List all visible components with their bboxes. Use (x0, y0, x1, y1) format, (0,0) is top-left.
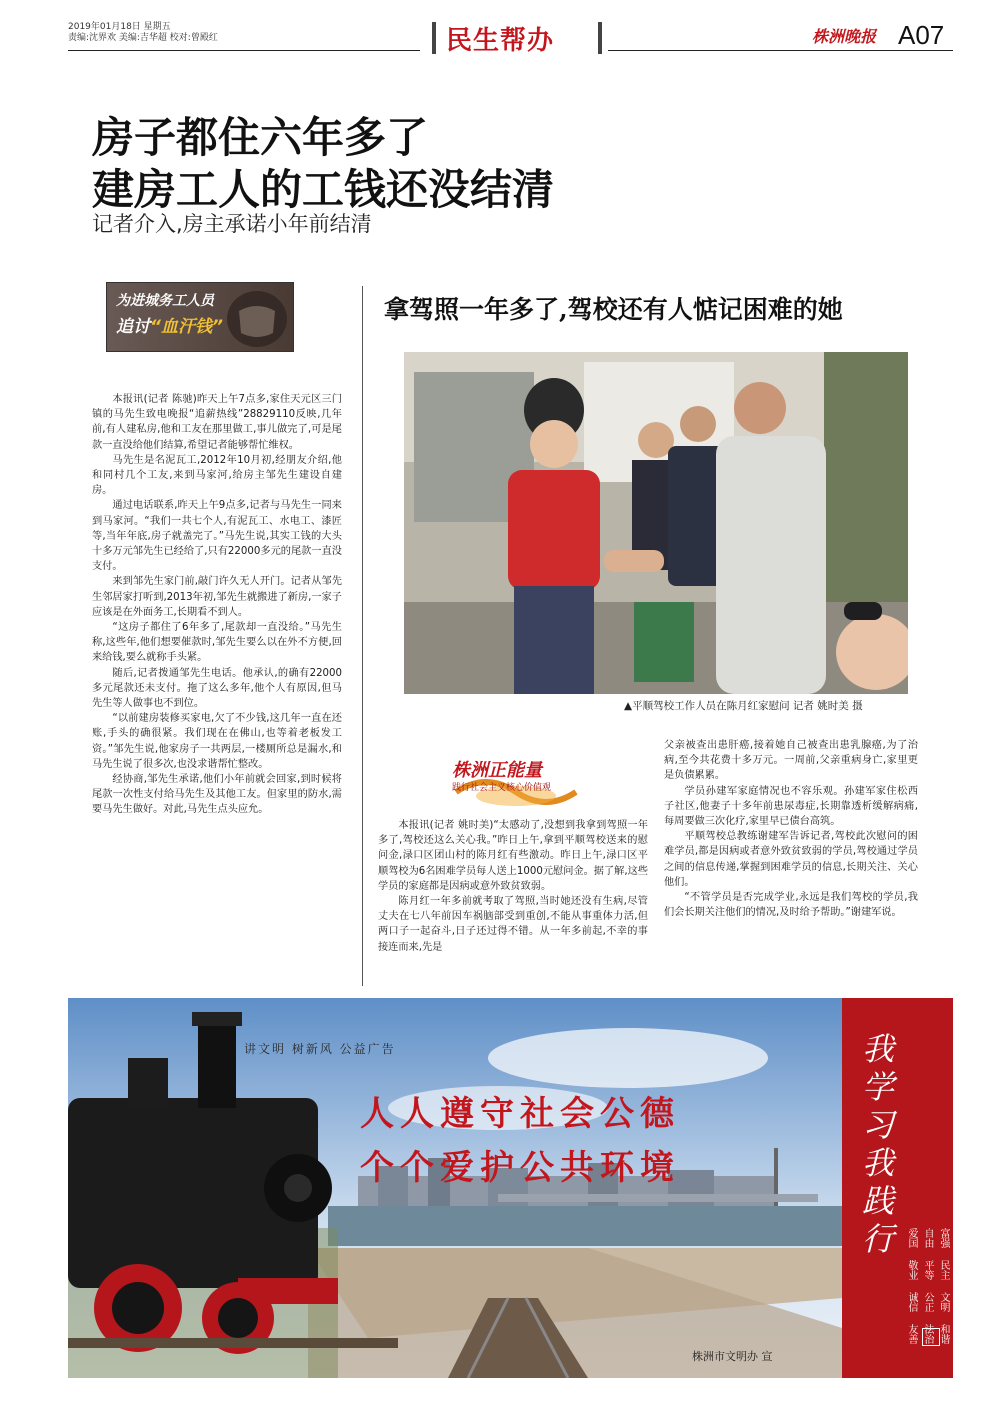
header-bar-right (598, 22, 602, 54)
main-headline-line2: 建房工人的工钱还没结清 (92, 165, 555, 214)
column-badge-wage-line1: 为进城务工人员 (116, 293, 214, 309)
column-badge-positive-energy-line2: 践行社会主义核心价值观 (452, 783, 552, 793)
core-value: 公正 (922, 1292, 933, 1312)
core-value: 法治 (922, 1324, 933, 1344)
photo-caption: ▲平顺驾校工作人员在陈月红家慰问 记者 姚时美 摄 (624, 700, 863, 712)
core-value: 敬业 (906, 1260, 917, 1280)
core-value: 富强 (938, 1228, 949, 1248)
news-photo (404, 352, 908, 694)
header-staff: 责编:沈界欢 美编:吉华超 校对:曾殿红 (68, 33, 218, 43)
core-value: 自由 (922, 1228, 933, 1248)
header-date-staff (68, 22, 218, 44)
paragraph: “不管学员是否完成学业,永远是我们驾校的学员,我们会长期关注他们的情况,及时给予帮助。”谢建军说。 (664, 892, 918, 919)
core-value: 爱国 (906, 1228, 917, 1248)
second-headline: 拿驾照一年多了,驾校还有人惦记困难的她 (384, 295, 843, 324)
header-bar-left (432, 22, 436, 54)
core-value: 友善 (906, 1324, 917, 1344)
header-rule-left (68, 50, 420, 51)
paragraph: 陈月红一年多前就考取了驾照,当时她还没有生病,尽管丈夫在七八年前因车祸脑部受到重创,不能从事重体力活,但两口子一起奋斗,日子还过得不错。从一年多前起,不幸的事接连而来,先是 (378, 896, 648, 953)
core-value: 和谐 (938, 1324, 949, 1344)
core-values-list (846, 1228, 950, 1368)
header-date: 2019年01月18日 星期五 (68, 22, 171, 32)
page-number: A07 (898, 20, 945, 50)
column-badge-wage-line2 (116, 312, 223, 337)
paragraph: 父亲被查出患肝癌,接着她自己被查出患乳腺癌,为了治病,至今共花费十多万元。一周前,父亲重病身亡,家里更是负债累累。 (664, 740, 918, 782)
main-subheadline: 记者介入,房主承诺小年前结清 (92, 212, 372, 236)
core-value: 诚信 (906, 1292, 917, 1312)
seal-icon (922, 1328, 940, 1346)
paragraph: 经协商,邹先生承诺,他们小年前就会回家,到时候将尾款一次性支付给马先生及其他工友。但家里的防水,需要马先生做好。对此,马先生点头应允。 (92, 774, 342, 816)
paragraph: “这房子都住了6年多了,尾款却一直没给。”马先生称,这些年,他们想要催款时,邹先生要么以在外不方便,回来给钱,要么就称手头紧。 (92, 622, 342, 664)
paragraph: 马先生是名泥瓦工,2012年10月初,经朋友介绍,他和同村几个工友,来到马家河,给房主邹先生建设自建房。 (92, 454, 342, 497)
second-story-body-col1 (378, 818, 648, 986)
badge-prefix: 追讨 (116, 317, 150, 337)
paragraph: 平顺驾校总教练谢建军告诉记者,驾校此次慰问的困难学员,都是因病或者意外致贫致弱的学员,驾校通过学员之间的信息传递,掌握到困难学员的信息,长期关注、关心他们。 (664, 831, 918, 888)
photo-illustration (404, 352, 908, 694)
paragraph: 学员孙建军家庭情况也不容乐观。孙建军家住松西子社区,他妻子十多年前患尿毒症,长期靠透析缓解病痛,每周要做三次化疗,家里早已债台高筑。 (664, 785, 918, 828)
ad-slogan-line1: 人人遵守社会公德 (360, 1094, 680, 1134)
paragraph: “以前建房装修买家电,欠了不少钱,这几年一直在还账,手头的确很紧。我们现在在佛山,也等着老板发工资。”邹先生说,他家房子一共两层,一楼厕所总是漏水,和马先生说了很多次,也没求谐帮忙整改。 (92, 713, 342, 770)
paragraph: 随后,记者拨通邹先生电话。他承认,的确有22000多元尾款还未支付。拖了这么多年,他个人有原因,但马先生等人做事也不到位。 (92, 667, 342, 710)
column-divider (362, 286, 363, 986)
column-badge-positive-energy-line1: 株洲正能量 (452, 760, 542, 781)
core-value: 文明 (938, 1292, 949, 1312)
badge-highlight: “血汗钱” (150, 317, 223, 337)
ad-calligraphy: 我学习我践行 (862, 1030, 895, 1258)
second-story-body-col2 (664, 738, 918, 968)
ad-tagline: 讲文明 树新风 公益广告 (244, 1042, 396, 1056)
core-value: 平等 (922, 1260, 933, 1280)
core-value: 民主 (938, 1260, 949, 1280)
paragraph: 本报讯(记者 陈驰)昨天上午7点多,家住天元区三门镇的马先生致电晚报“追薪热线”28829110反映,几年前,有人建私房,他和工友在那里做工,事儿做完了,可是尾款一直没给他们结算,希望记者能够帮忙维权。 (92, 394, 342, 451)
main-story-body (92, 392, 342, 972)
section-title: 民生帮办 (446, 26, 555, 56)
paragraph: 本报讯(记者 姚时美)“太感动了,没想到我拿到驾照一年多了,驾校还这么关心我。”昨日上午,拿到平顺驾校送来的慰问金,渌口区团山村的陈月红有些激动。昨日上午,渌口区平顺驾校为6名困难学员每人送上1000元慰问金。据了解,这些学员的家庭都是因病或意外致贫致弱。 (378, 820, 648, 892)
paragraph: 来到邹先生家门前,敲门许久无人开门。记者从邹先生邻居家打听到,2013年初,邹先生就搬进了新房,一家子应该是在外面务工,长期看不到人。 (92, 576, 342, 618)
newspaper-logo: 株洲晚报 (812, 27, 877, 46)
paragraph: 通过电话联系,昨天上午9点多,记者与马先生一同来到马家河。“我们一共七个人,有泥瓦工、水电工、漆匠等,当年年底,房子就盖完了。”马先生说,其实工钱的大头十多万元邹先生已经给了,只有22000多元的尾款一直没支付。 (92, 500, 342, 573)
ad-sponsor: 株洲市文明办 宣 (692, 1350, 773, 1363)
main-headline (92, 112, 892, 216)
main-headline-line1: 房子都住六年多了 (92, 113, 429, 162)
ad-slogan-line2: 个个爱护公共环境 (360, 1148, 680, 1188)
